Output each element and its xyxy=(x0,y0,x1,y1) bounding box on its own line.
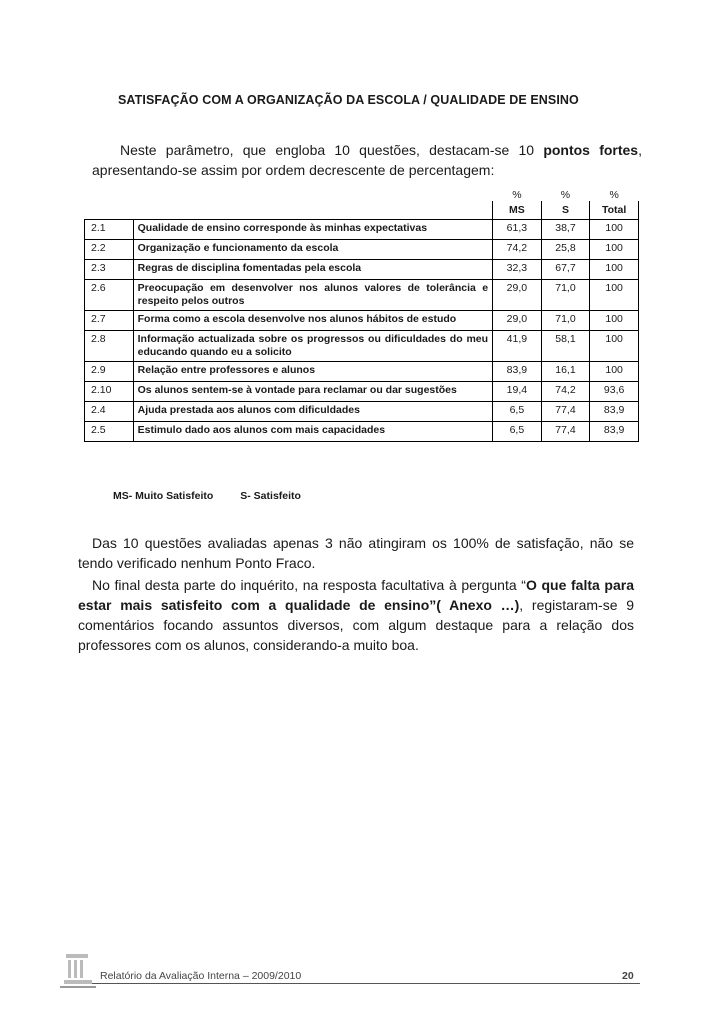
table-header-percent-row xyxy=(85,185,639,201)
pct-ms: % xyxy=(512,189,522,201)
table-row xyxy=(85,220,639,240)
row-s: 71,0 xyxy=(541,311,590,331)
row-question: Forma como a escola desenvolve nos alunos hábitos de estudo xyxy=(133,311,492,331)
row-total: 83,9 xyxy=(590,402,639,422)
table-legend xyxy=(113,490,325,502)
row-ms: 32,3 xyxy=(493,260,542,280)
comments-text-before: No final desta parte do inquérito, na resposta facultativa à pergunta “ xyxy=(92,577,526,593)
row-code: 2.8 xyxy=(85,331,134,362)
row-ms: 83,9 xyxy=(493,362,542,382)
row-code: 2.9 xyxy=(85,362,134,382)
row-ms: 29,0 xyxy=(493,280,542,311)
footer-rule xyxy=(92,983,640,984)
row-question: Organização e funcionamento da escola xyxy=(133,240,492,260)
comments-paragraph xyxy=(78,575,634,655)
row-code: 2.5 xyxy=(85,422,134,442)
table-row xyxy=(85,422,639,442)
row-s: 77,4 xyxy=(541,422,590,442)
row-s: 67,7 xyxy=(541,260,590,280)
pct-s: % xyxy=(560,189,571,201)
table-row xyxy=(85,311,639,331)
row-s: 74,2 xyxy=(541,382,590,402)
table-row xyxy=(85,331,639,362)
table-header-row xyxy=(85,201,639,220)
row-code: 2.4 xyxy=(85,402,134,422)
row-total: 100 xyxy=(590,362,639,382)
row-question: Qualidade de ensino corresponde às minhas expectativas xyxy=(133,220,492,240)
row-ms: 74,2 xyxy=(493,240,542,260)
row-total: 100 xyxy=(590,331,639,362)
row-code: 2.2 xyxy=(85,240,134,260)
row-code: 2.6 xyxy=(85,280,134,311)
row-s: 16,1 xyxy=(541,362,590,382)
intro-paragraph xyxy=(92,140,642,180)
col-total-header: Total xyxy=(590,201,639,220)
row-s: 58,1 xyxy=(541,331,590,362)
row-ms: 19,4 xyxy=(493,382,542,402)
row-ms: 6,5 xyxy=(493,422,542,442)
table-row xyxy=(85,280,639,311)
comments-text-bold: O que falta para estar mais satisfeito com a qualidade de ensino”( Anexo …) xyxy=(78,577,634,613)
row-s: 38,7 xyxy=(541,220,590,240)
footer-title: Relatório da Avaliação Interna – 2009/2010 xyxy=(100,970,302,982)
row-question: Os alunos sentem-se à vontade para reclamar ou dar sugestões xyxy=(133,382,492,402)
row-s: 25,8 xyxy=(541,240,590,260)
row-ms: 41,9 xyxy=(493,331,542,362)
row-total: 83,9 xyxy=(590,422,639,442)
col-s-header: S xyxy=(541,201,590,220)
table-row xyxy=(85,382,639,402)
satisfaction-table xyxy=(84,185,639,442)
page-number: 20 xyxy=(622,970,634,982)
row-ms: 29,0 xyxy=(493,311,542,331)
table-row xyxy=(85,240,639,260)
intro-text-after: , apresentando-se assim por ordem decrescente de percentagem: xyxy=(92,142,642,178)
table-row xyxy=(85,260,639,280)
row-question: Relação entre professores e alunos xyxy=(133,362,492,382)
row-s: 71,0 xyxy=(541,280,590,311)
col-ms-header: MS xyxy=(493,201,542,220)
row-ms: 6,5 xyxy=(493,402,542,422)
row-ms: 61,3 xyxy=(493,220,542,240)
row-code: 2.3 xyxy=(85,260,134,280)
row-question: Informação actualizada sobre os progressos ou dificuldades do meu educando quando eu a solicito xyxy=(133,331,492,362)
legend-s: S- Satisfeito xyxy=(240,490,301,502)
row-s: 77,4 xyxy=(541,402,590,422)
intro-text-bold: pontos fortes xyxy=(543,142,639,158)
school-logo-icon xyxy=(60,950,96,990)
row-total: 100 xyxy=(590,311,639,331)
row-total: 93,6 xyxy=(590,382,639,402)
row-total: 100 xyxy=(590,280,639,311)
section-title: SATISFAÇÃO COM A ORGANIZAÇÃO DA ESCOLA / QUALIDADE DE ENSINO xyxy=(118,93,579,107)
legend-ms: MS- Muito Satisfeito xyxy=(113,490,214,502)
summary-paragraph: Das 10 questões avaliadas apenas 3 não atingiram os 100% de satisfação, não se tendo verificado nenhum Ponto Fraco. xyxy=(78,535,634,571)
table-row xyxy=(85,362,639,382)
row-question: Regras de disciplina fomentadas pela escola xyxy=(133,260,492,280)
table-row xyxy=(85,402,639,422)
row-question: Ajuda prestada aos alunos com dificuldades xyxy=(133,402,492,422)
comments-text-after: , registaram-se 9 comentários focando assuntos diversos, com algum destaque para a relação dos professores com os alunos, considerando-a muito boa. xyxy=(78,597,634,653)
row-question: Estimulo dado aos alunos com mais capacidades xyxy=(133,422,492,442)
row-question: Preocupação em desenvolver nos alunos valores de tolerância e respeito pelos outros xyxy=(133,280,492,311)
intro-text-before: Neste parâmetro, que engloba 10 questões, destacam-se 10 xyxy=(120,142,544,158)
row-code: 2.1 xyxy=(85,220,134,240)
row-total: 100 xyxy=(590,260,639,280)
row-code: 2.7 xyxy=(85,311,134,331)
row-total: 100 xyxy=(590,240,639,260)
row-code: 2.10 xyxy=(85,382,134,402)
row-total: 100 xyxy=(590,220,639,240)
pct-total: % xyxy=(609,189,619,201)
